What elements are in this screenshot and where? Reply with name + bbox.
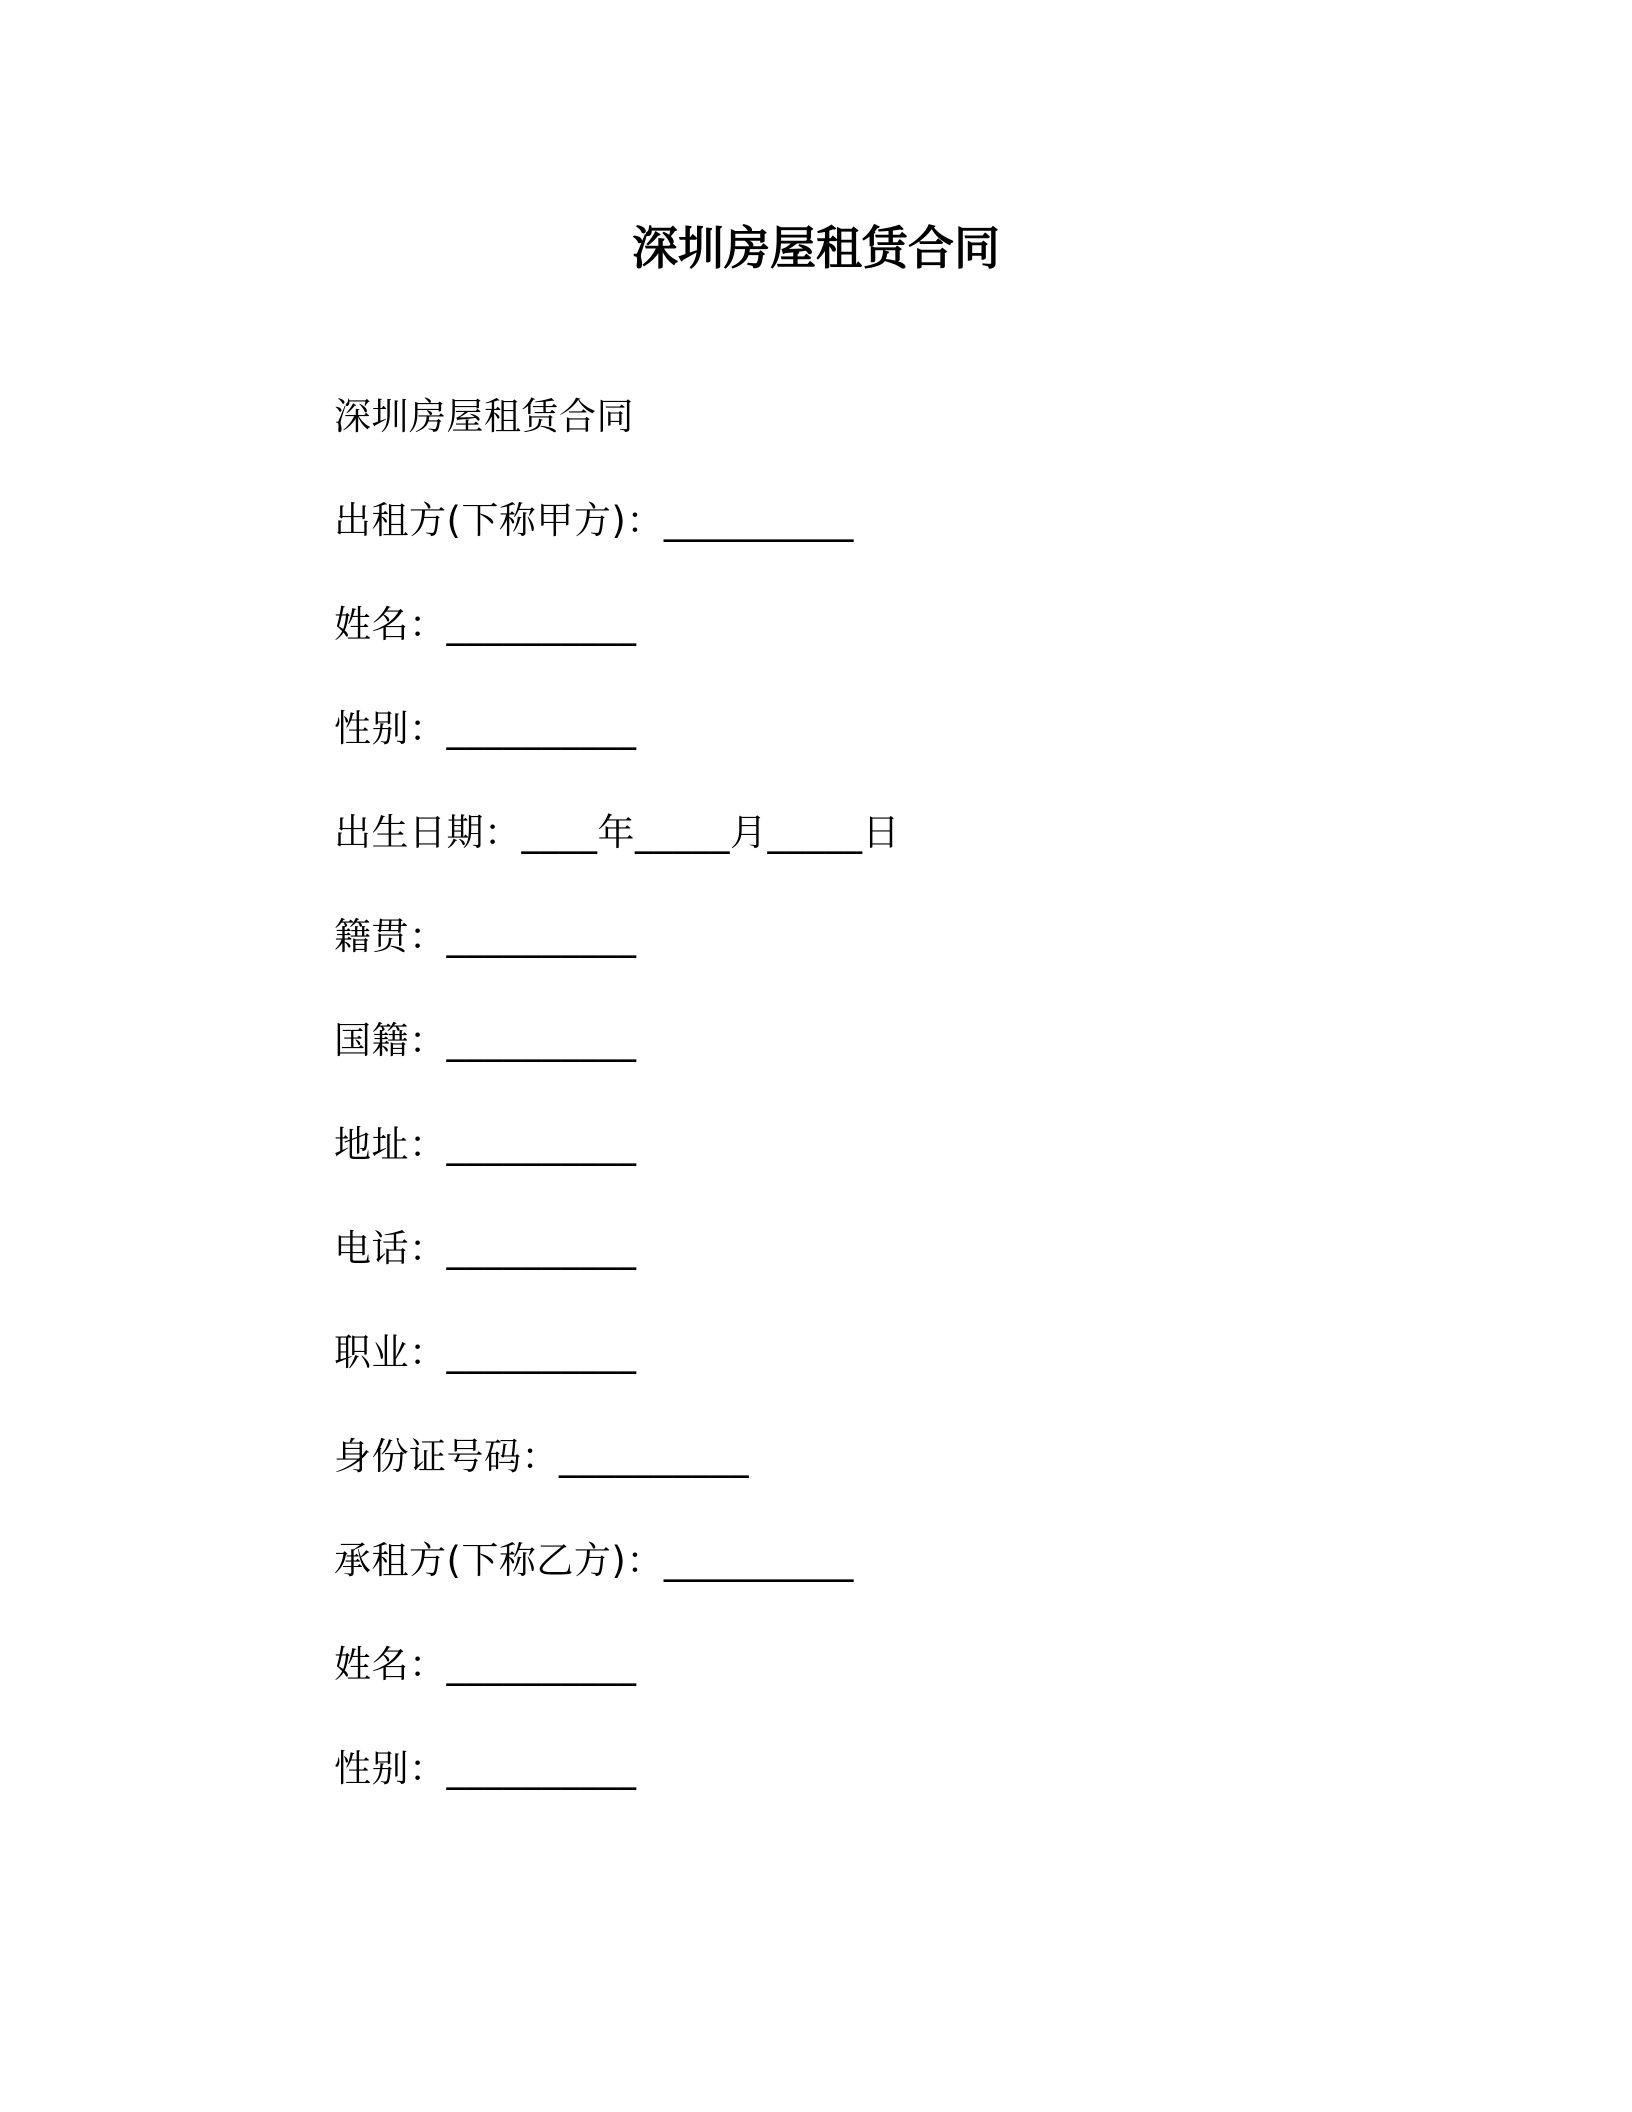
lessor-birthdate-line: 出生日期：____年_____月_____日 (334, 811, 900, 854)
lessee-gender-line: 性别：__________ (334, 1747, 637, 1790)
lessor-gender-line: 性别：__________ (334, 707, 637, 750)
lessor-line: 出租方(下称甲方)：__________ (334, 499, 854, 542)
lessor-phone-line: 电话：__________ (334, 1227, 637, 1270)
lessor-nationality-line: 国籍：__________ (334, 1019, 637, 1062)
lessor-id-number-line: 身份证号码：__________ (334, 1435, 749, 1478)
subtitle-line: 深圳房屋租赁合同 (334, 395, 634, 438)
lessor-native-place-line: 籍贯：__________ (334, 915, 637, 958)
lessor-address-line: 地址：__________ (334, 1123, 637, 1166)
lessee-name-line: 姓名：__________ (334, 1643, 637, 1686)
lessee-line: 承租方(下称乙方)：__________ (334, 1539, 854, 1582)
document-body (334, 393, 1534, 1849)
document-title: 深圳房屋租赁合同 (632, 221, 1000, 275)
lessor-occupation-line: 职业：__________ (334, 1331, 637, 1374)
lessor-name-line: 姓名：__________ (334, 603, 637, 646)
